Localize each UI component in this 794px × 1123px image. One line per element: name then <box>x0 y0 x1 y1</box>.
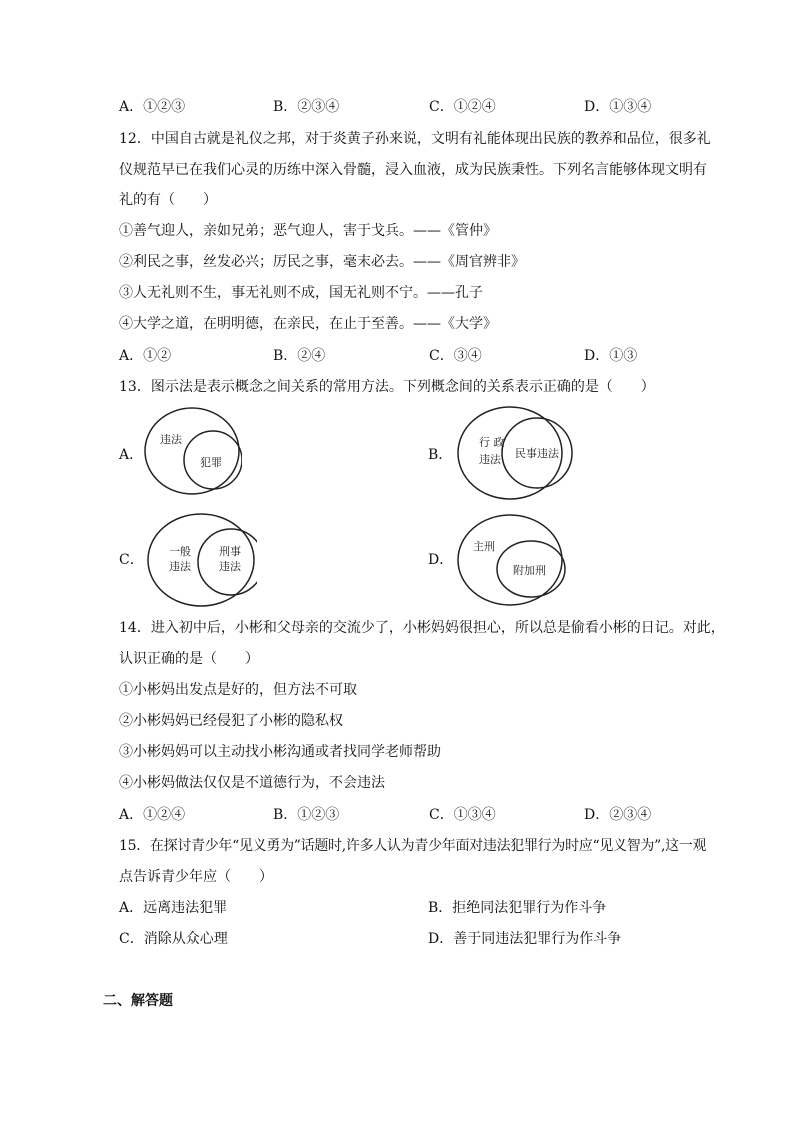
section-title-answer-questions: 二、解答题 <box>103 993 173 1009</box>
q13-diagram-c-inner-label-1: 刑事 <box>219 545 241 558</box>
q13-diagram-b-letter: B． <box>428 447 453 463</box>
q12-option-a: A．①② <box>119 348 172 364</box>
q14-item-1: ①小彬妈出发点是好的，但方法不可取 <box>119 682 357 698</box>
q13-stem: 13．图示法是表示概念之间关系的常用方法。下列概念间的关系表示正确的是（ ） <box>119 379 655 395</box>
q15-option-d: D．善于同违法犯罪行为作斗争 <box>428 931 622 947</box>
q13-diagram-d-letter: D． <box>428 552 454 568</box>
q11-option-b: B．②③④ <box>273 99 340 115</box>
q14-option-a: A．①②④ <box>119 807 186 823</box>
q12-stem-line-2: 仪规范早已在我们心灵的历练中深入骨髓，浸入血液，成为民族秉性。下列名言能够体现文明有 <box>119 162 707 178</box>
q11-option-a: A．①②③ <box>119 99 186 115</box>
q13-diagram-d-outer-label: 主刑 <box>473 540 495 553</box>
q15-stem-line-2: 点告诉青少年应（ ） <box>119 869 273 885</box>
q12-option-b: B．②④ <box>273 348 326 364</box>
q12-item-1: ①善气迎人，亲如兄弟；恶气迎人，害于戈兵。——《管仲》 <box>119 223 497 239</box>
q15-option-a: A．远离违法犯罪 <box>119 900 228 916</box>
q13-diagram-c-inner-label-2: 违法 <box>219 560 241 573</box>
q14-stem-line-1: 14．进入初中后，小彬和父母亲的交流少了，小彬妈妈很担心，所以总是偷看小彬的日记。对此， <box>119 620 725 636</box>
q14-option-b: B．①②③ <box>273 807 340 823</box>
q14-item-2: ②小彬妈妈已经侵犯了小彬的隐私权 <box>119 713 343 729</box>
q13-diagram-a-outer-label: 违法 <box>160 433 182 446</box>
q15-option-c: C．消除从众心理 <box>119 931 228 947</box>
q12-item-4: ④大学之道，在明明德，在亲民，在止于至善。——《大学》 <box>119 316 497 332</box>
q12-item-2: ②利民之事，丝发必兴；厉民之事，毫末必去。——《周官辨非》 <box>119 254 525 270</box>
q13-diagram-d-inner-label: 附加刑 <box>513 564 546 577</box>
q13-diagram-b-inner-label: 民事违法 <box>515 447 559 460</box>
q15-stem-line-1: 15．在探讨青少年“见义勇为”话题时,许多人认为青少年面对违法犯罪行为时应“见义智为”,这一观 <box>119 838 707 854</box>
q14-item-3: ③小彬妈妈可以主动找小彬沟通或者找同学老师帮助 <box>119 744 441 760</box>
q12-stem-line-3: 礼的有（ ） <box>119 192 217 208</box>
q14-option-d: D．②③④ <box>584 807 652 823</box>
q13-diagram-d <box>455 512 577 612</box>
q15-option-b: B．拒绝同法犯罪行为作斗争 <box>428 900 607 916</box>
q12-item-3: ③人无礼则不生，事无礼则不成，国无礼则不宁。——孔子 <box>119 285 483 301</box>
q12-option-c: C．③④ <box>429 348 482 364</box>
q14-item-4: ④小彬妈做法仅仅是不道德行为，不会违法 <box>119 775 385 791</box>
q11-option-d: D．①③④ <box>584 99 652 115</box>
q13-diagram-c-outer-label-2: 违法 <box>169 560 191 573</box>
q12-stem-line-1: 12．中国自古就是礼仪之邦，对于炎黄子孙来说，文明有礼能体现出民族的教养和品位，很多礼 <box>119 131 711 147</box>
q14-option-c: C．①③④ <box>429 807 496 823</box>
q13-diagram-a <box>142 405 242 501</box>
q13-diagram-b-outer-label-1: 行 政 <box>479 436 505 449</box>
q13-diagram-b <box>455 405 577 505</box>
q11-option-c: C．①②④ <box>429 99 496 115</box>
q13-diagram-b-outer-label-2: 违法 <box>479 453 501 466</box>
q13-diagram-c-letter: C． <box>119 552 144 568</box>
q13-diagram-a-letter: A． <box>119 447 144 463</box>
q13-diagram-c <box>145 512 257 612</box>
q12-option-d: D．①③ <box>584 348 638 364</box>
q14-stem-line-2: 认识正确的是（ ） <box>119 651 259 667</box>
q13-diagram-a-inner-label: 犯罪 <box>200 456 222 469</box>
q13-diagram-c-outer-label-1: 一般 <box>169 545 191 558</box>
